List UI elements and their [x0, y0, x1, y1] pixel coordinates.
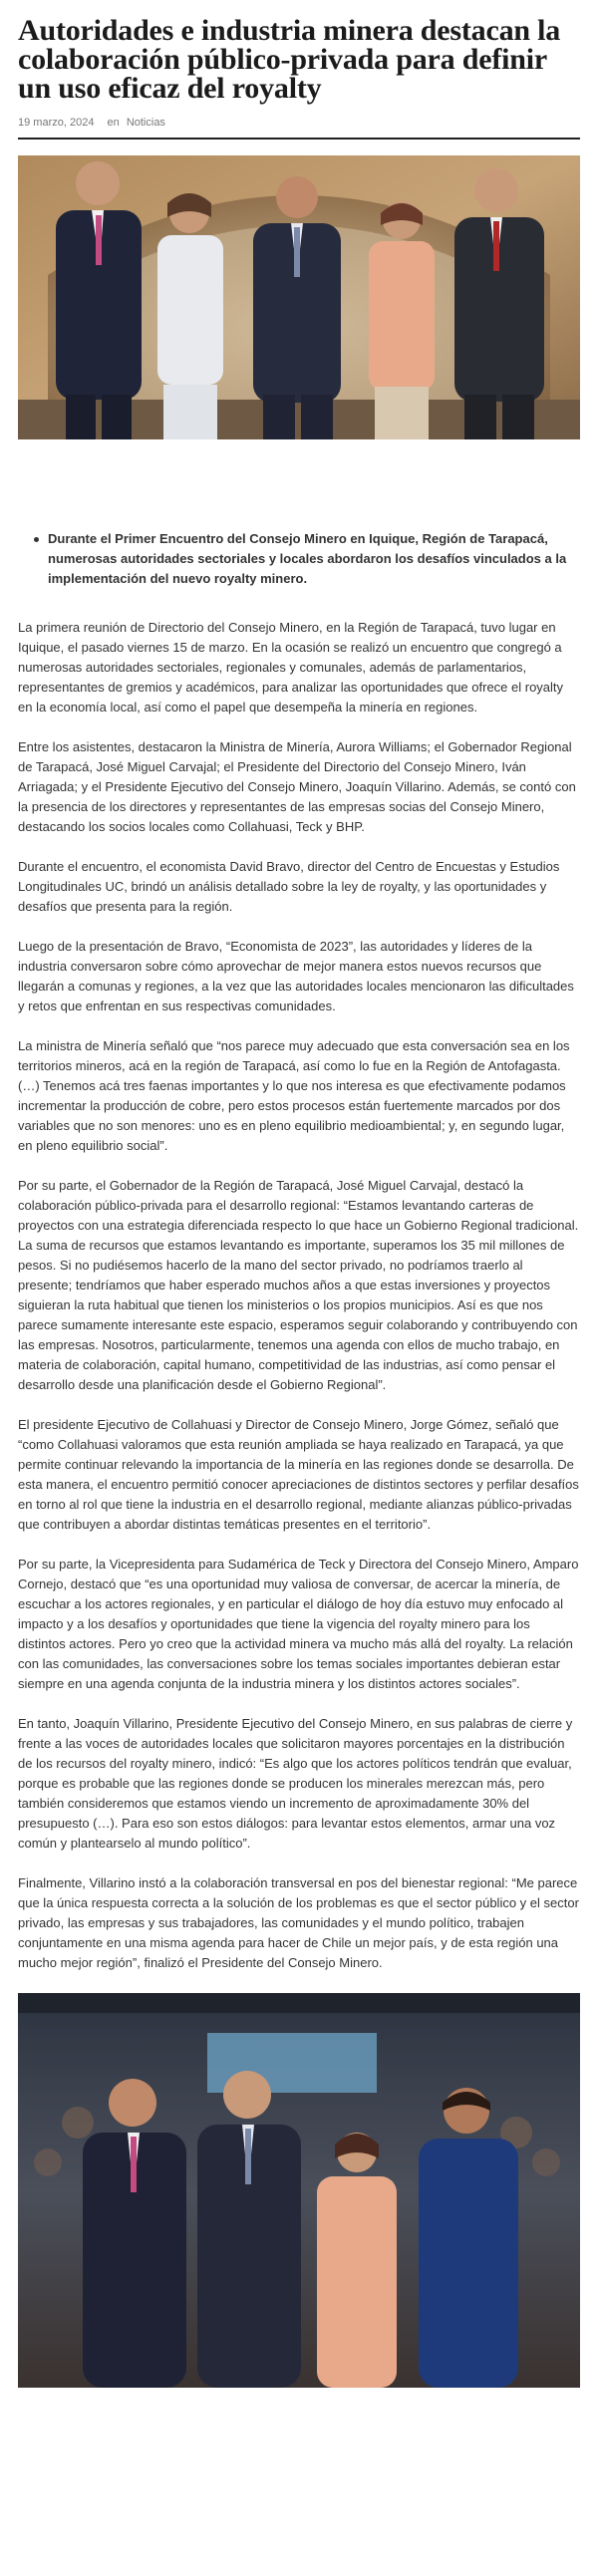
paragraph: Por su parte, el Gobernador de la Región de Tarapacá, José Miguel Carvajal, destacó la colaboración público-privada para el desarrollo regional: “Estamos levantando carteras de proyectos con una estrategia diferenciada respecto lo que hace un Gobierno Regional tradicional. La suma de recursos que estamos levantando es importante, superamos los 35 mil millones de pesos. Si no pudiésemos hacerlo de la mano del sector privado, no podríamos traerlo al presente; tendríamos que haber esperado muchos años a que estas inversiones y proyectos siguieran la ruta habitual que tienen los ministerios o los propios municipios. Así es que nos parece sumamente interesante este espacio, esperamos seguir colaborando y contribuyendo con las empresas. Nosotros, particularmente, tenemos una agenda con ellos de mucho trabajo, en materia de colaboración, capital humano, competitividad de las industrias, así como pensar el desarrollo desde una planificación desde el Gobierno Regional”.: [18, 1178, 579, 1392]
paragraph: Durante el encuentro, el economista David Bravo, director del Centro de Encuestas y Estudios Longitudinales UC, brindó un análisis detallado sobre la ley de royalty, y las oportunidades y desafíos que presenta para la región.: [18, 859, 560, 914]
paragraph: En tanto, Joaquín Villarino, Presidente Ejecutivo del Consejo Minero, en sus palabras de cierre y frente a las voces de autoridades locales que solicitaron mayores porcentajes en la distribución de los recursos del royalty minero, indicó: “Es algo que los actores políticos tendrán que evaluar, porque es probable que las regiones donde se producen los minerales merezcan más, pero también consideremos que estamos viendo un incremento de aproximadamente 30% del presupuesto (…). Para eso son estos diálogos: para levantar estos elementos, armar una voz común y plantearselo al mundo político”.: [18, 1716, 573, 1851]
paragraph: La primera reunión de Directorio del Consejo Minero, en la Región de Tarapacá, tuvo lugar en Iquique, el pasado viernes 15 de marzo. En la ocasión se realizó un encuentro que congregó a numerosas autoridades sectoriales, regionales y comunales, además de parlamentarios, representantes de gremios y académicos, para analizar las oportunidades que ofrece el royalty en la economía local, así como el papel que desempeña la minería en regiones.: [18, 620, 564, 715]
category-link[interactable]: Noticias: [126, 117, 165, 129]
paragraph: Por su parte, la Vicepresidenta para Sudamérica de Teck y Directora del Consejo Minero, Amparo Cornejo, destacó que “es una oportunidad muy valiosa de conversar, de acercar la minería, de escuchar a los actores regionales, y en particular el diálogo de hoy día estuvo muy enfocado al impacto y a los desafíos y oportunidades que tiene la vigencia del royalty minero para los distintos actores. Pero yo creo que la actividad minera va mucho más allá del royalty. La relación con las comunidades, las conversaciones sobre los temas sociales importantes debieran estar siempre en una agenda conjunta de la industria minera y los distintos actores sociales”.: [18, 1557, 579, 1691]
meta-separator: en: [107, 117, 120, 129]
paragraph: Luego de la presentación de Bravo, “Economista de 2023”, las autoridades y líderes de la industria conversaron sobre cómo aprovechar de mejor manera estos nuevos recursos que llegarán a comunas y regiones, a la vez que las autoridades locales mencionaron las dificultades y retos que enfrentan en sus respectivas comunidades.: [18, 939, 574, 1013]
event-photo: [18, 1993, 580, 2388]
key-point-list: [18, 529, 580, 589]
paragraph: Finalmente, Villarino instó a la colaboración transversal en pos del bienestar regional: “Me parece que la única respuesta correcta a la solución de los problemas es que el sector público y el sector privado, las empresas y sus trabajadores, las comunidades y el mundo político, trabajen conjuntamente en una misma agenda para hacer de Chile un mejor país, y de esta región una mucho mejor región”, finalizó el Presidente del Consejo Minero.: [18, 1875, 579, 1970]
title-divider: [18, 138, 580, 140]
paragraph: La ministra de Minería señaló que “nos parece muy adecuado que esta conversación sea en los territorios mineros, acá en la región de Tarapacá, así como lo fue en la Región de Antofagasta. (…) Tenemos acá tres faenas importantes y lo que nos interesa es que efectivamente podamos incrementar la producción de cobre, pero estos procesos están fuertemente marcados por dos variables que no son menores: uno es en pleno equilibrio medioambiental; y, en segundo lugar, en pleno equilibrio social”.: [18, 1038, 570, 1153]
article-date: 19 marzo, 2024: [18, 117, 95, 129]
article-meta: [18, 117, 580, 129]
conference-photo-image: [18, 1993, 580, 2388]
article-body: [18, 618, 580, 1973]
key-point-item: Durante el Primer Encuentro del Consejo Minero en Iquique, Región de Tarapacá, numerosas autoridades sectoriales y locales abordaron los desafíos vinculados a la implementación del nuevo royalty minero.: [32, 529, 580, 589]
group-photo-image: [18, 155, 580, 439]
hero-photo: [18, 155, 580, 439]
article-title: Autoridades e industria minera destacan la colaboración público-privada para definir un uso eficaz del royalty: [18, 14, 561, 105]
paragraph: Entre los asistentes, destacaron la Ministra de Minería, Aurora Williams; el Gobernador Regional de Tarapacá, José Miguel Carvajal; el Presidente del Directorio del Consejo Minero, Iván Arriagada; y el Presidente Ejecutivo del Consejo Minero, Joaquín Villarino. Además, se contó con la presencia de los directores y representantes de las empresas socias del Consejo Minero, destacando los socios locales como Collahuasi, Teck y BHP.: [18, 739, 576, 834]
paragraph: El presidente Ejecutivo de Collahuasi y Director de Consejo Minero, Jorge Gómez, señaló que “como Collahuasi valoramos que esta reunión ampliada se haya realizado en Tarapacá, ya que permite continuar relevando la importancia de la minería en las regiones donde se desarrolla. De esta manera, el encuentro permitió conocer apreciaciones de distintos sectores y perfilar desafíos en torno al rol que tiene la industria en el desarrollo regional, mediante alianzas público-privadas que contribuyen a abordar distintas temáticas presentes en el territorio”.: [18, 1417, 579, 1532]
